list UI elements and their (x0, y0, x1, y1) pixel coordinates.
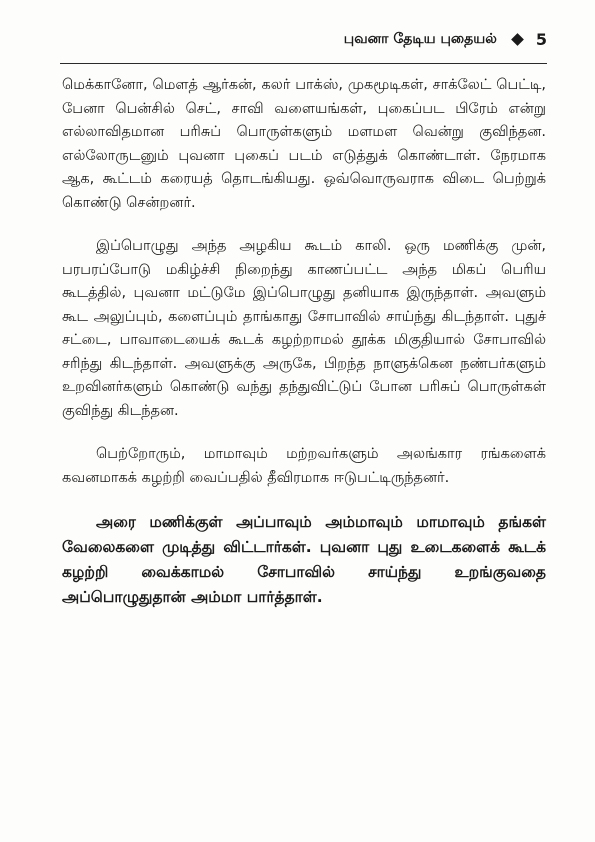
page-number: 5 (535, 30, 547, 49)
paragraph-1: மெக்கானோ, மௌத் ஆர்கன், கலர் பாக்ஸ், முகமூடிகள், சாக்லேட் பெட்டி, பேனா பென்சில் செட், சாவி வளையங்கள், புகைப்பட பிரேம் என்று எல்லாவிதமான பரிசுப் பொருள்களும் மளமள வென்று குவிந்தன. எல்லோருடனும் புவனா புகைப் படம் எடுத்துக் கொண்டாள். நேரமாக ஆக, கூட்டம் கரையத் தொடங்கியது. ஒவ்வொருவராக விடை பெற்றுக் கொண்டு சென்றனர். (62, 77, 546, 211)
paragraph-3: பெற்றோரும், மாமாவும் மற்றவர்களும் அலங்கார ரங்களைக் கவனமாகக் கழற்றி வைப்பதில் தீவிரமாக ஈடுபட்டிருந்தனர். (62, 446, 546, 486)
paragraph-4: அரை மணிக்குள் அப்பாவும் அம்மாவும் மாமாவும் தங்கள் வேலைகளை முடித்து விட்டார்கள். புவனா புது உடைகளைக் கூடக் கழற்றி வைக்காமல் சோபாவில் சாய்ந்து உறங்குவதை அப்பொழுதுதான் அம்மா பார்த்தாள். (62, 513, 546, 606)
paragraph-2: இப்பொழுது அந்த அழகிய கூடம் காலி. ஒரு மணிக்கு முன், பரபரப்போடு மகிழ்ச்சி நிறைந்து காணப்பட்ட அந்த மிகப் பெரிய கூடத்தில், புவனா மட்டுமே இப்பொழுது தனியாக இருந்தாள். அவளும் கூட அலுப்பும், களைப்பும் தாங்காது சோபாவில் சாய்ந்து கிடந்தாள். புதுச் சட்டை, பாவாடையைக் கூடக் கழற்றாமல் தூக்க மிகுதியால் சோபாவில் சரிந்து கிடந்தாள். அவளுக்கு அருகே, பிறந்த நாளுக்கென நண்பர்களும் உறவினர்களும் கொண்டு வந்து தந்துவிட்டுப் போன பரிசுப் பொருள்கள் குவிந்து கிடந்தன. (62, 238, 546, 419)
body-text (62, 74, 546, 630)
header-rule (60, 63, 547, 64)
running-header (344, 30, 547, 49)
diamond-ornament-icon (511, 33, 524, 46)
running-title: புவனா தேடிய புதையல் (343, 30, 497, 47)
